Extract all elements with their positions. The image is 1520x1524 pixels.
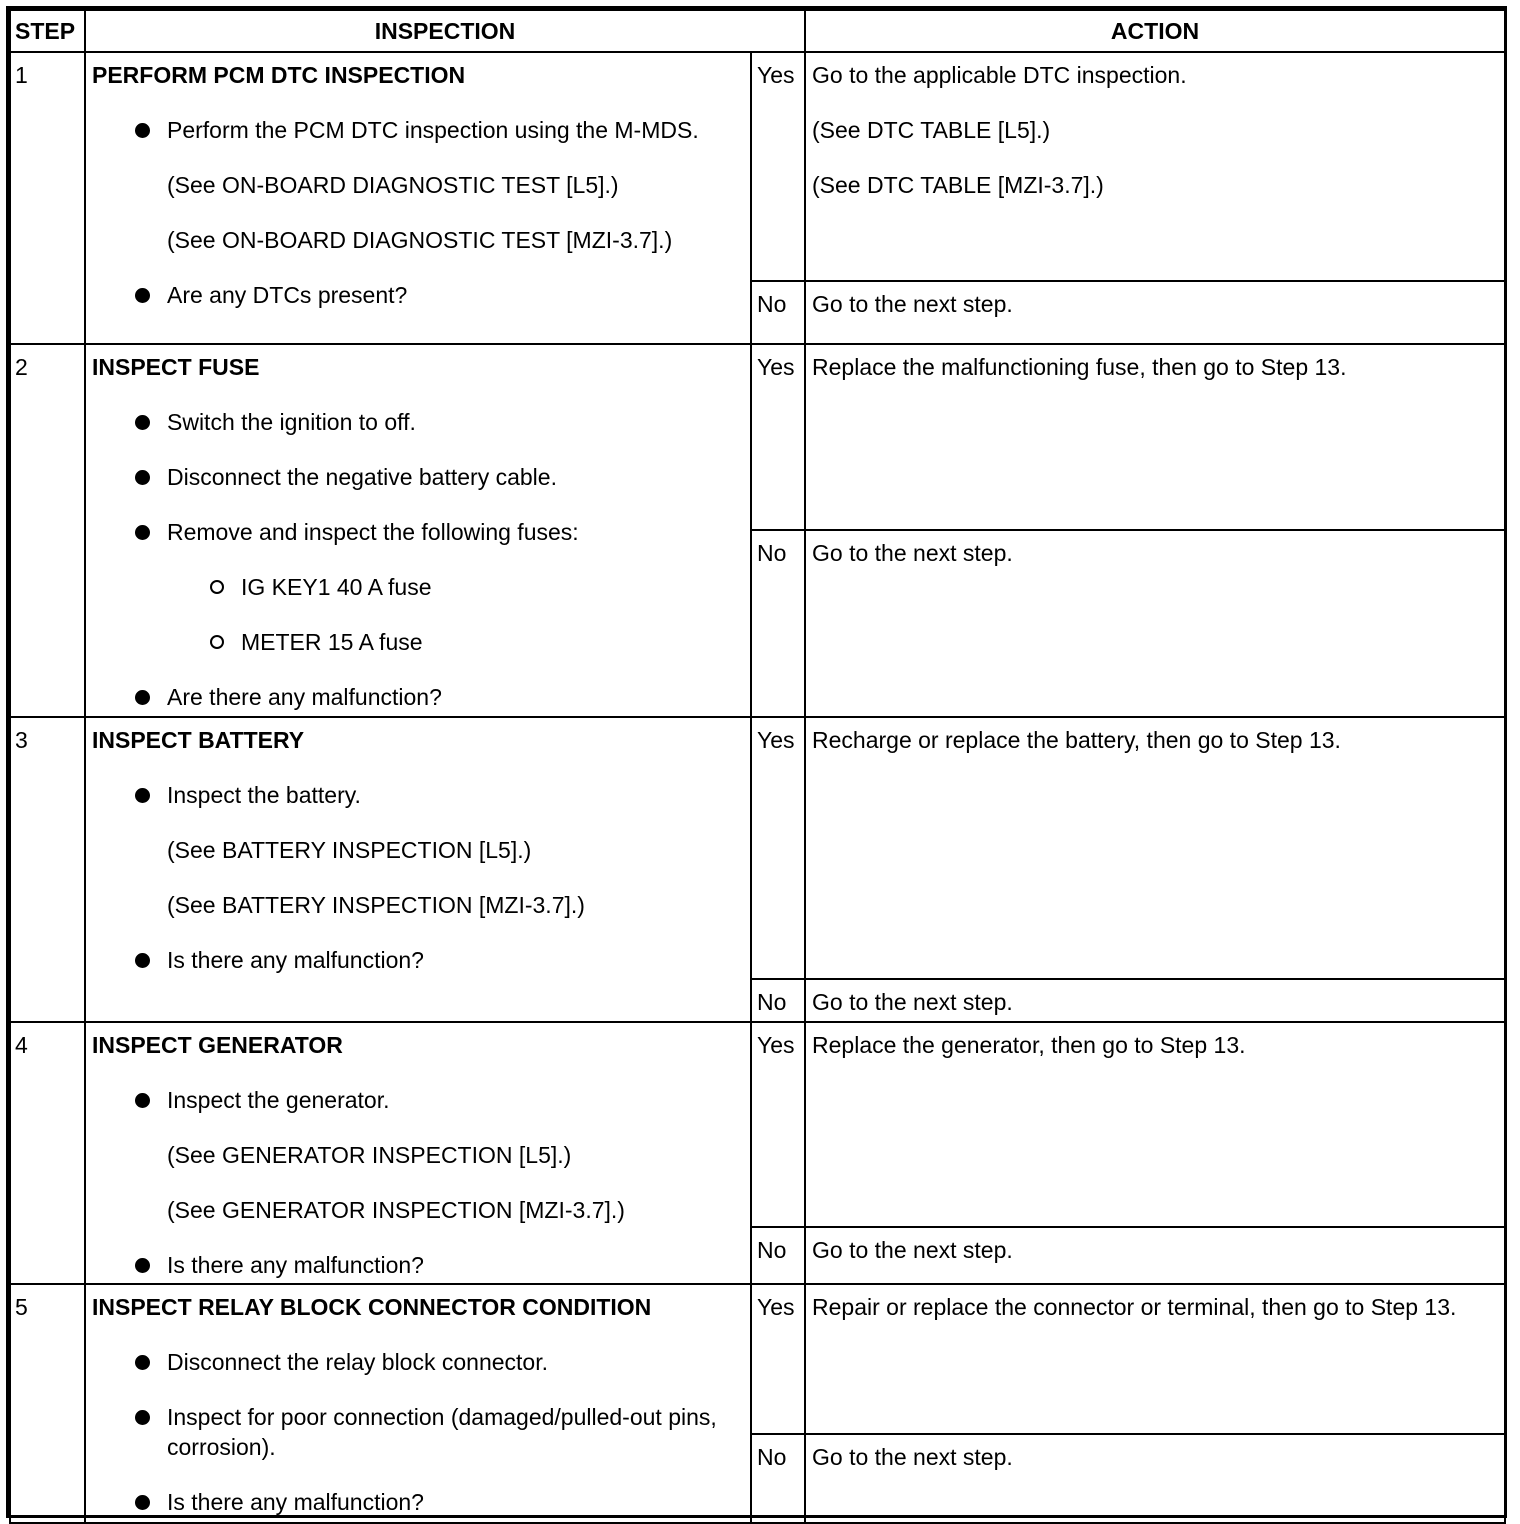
bullet-dot-icon xyxy=(135,1495,150,1510)
action-yes xyxy=(805,1022,1505,1227)
bullet-dot-icon xyxy=(135,953,150,968)
bullet-text: Disconnect the relay block connector. xyxy=(167,1349,548,1375)
bullet-text: Is there any malfunction? xyxy=(167,1489,424,1515)
bullet-dot-icon xyxy=(135,788,150,803)
inspection-bullet xyxy=(92,682,740,712)
action-text: Go to the next step. xyxy=(812,1237,1013,1263)
action-text: (See DTC TABLE [MZI-3.7].) xyxy=(812,172,1104,198)
answer-no: No xyxy=(751,530,805,717)
action-yes xyxy=(805,52,1505,281)
action-yes xyxy=(805,717,1505,979)
bullet-text: Inspect for poor connection (damaged/pulled-out pins, corrosion). xyxy=(167,1404,717,1460)
action-text: Recharge or replace the battery, then go to Step 13. xyxy=(812,727,1341,753)
inspection-cell xyxy=(85,52,751,344)
action-yes xyxy=(805,1284,1505,1434)
inspection-sub-bullet xyxy=(92,572,740,602)
bullet-dot-icon xyxy=(135,1355,150,1370)
action-no xyxy=(805,1227,1505,1284)
step-row xyxy=(10,1284,1505,1434)
action-text: Replace the malfunctioning fuse, then go to Step 13. xyxy=(812,354,1347,380)
bullet-dot-icon xyxy=(135,123,150,138)
bullet-text: Are any DTCs present? xyxy=(167,282,408,308)
answer-yes: Yes xyxy=(751,1022,805,1227)
diagnostic-table xyxy=(9,9,1506,1524)
header-step: STEP xyxy=(10,10,85,52)
step-row xyxy=(10,1022,1505,1227)
action-yes xyxy=(805,344,1505,530)
bullet-dot-icon xyxy=(135,1258,150,1273)
sub-bullet-text: IG KEY1 40 A fuse xyxy=(241,574,432,600)
inspection-bullet xyxy=(92,517,740,547)
bullet-dot-icon xyxy=(135,525,150,540)
inspection-bullet xyxy=(92,1402,740,1462)
inspection-reference: (See GENERATOR INSPECTION [L5].) xyxy=(167,1142,572,1168)
inspection-bullet xyxy=(92,1250,740,1280)
inspection-title: PERFORM PCM DTC INSPECTION xyxy=(92,62,466,88)
inspection-title: INSPECT BATTERY xyxy=(92,727,305,753)
diagnostic-table-frame xyxy=(6,6,1507,1518)
bullet-dot-icon xyxy=(135,288,150,303)
inspection-bullet xyxy=(92,1487,740,1517)
inspection-reference: (See GENERATOR INSPECTION [MZI-3.7].) xyxy=(167,1197,625,1223)
header-action: ACTION xyxy=(805,10,1505,52)
step-row xyxy=(10,717,1505,979)
step-number: 5 xyxy=(10,1284,85,1523)
answer-yes: Yes xyxy=(751,1284,805,1434)
inspection-cell xyxy=(85,717,751,1022)
bullet-dot-icon xyxy=(135,1093,150,1108)
bullet-text: Is there any malfunction? xyxy=(167,947,424,973)
bullet-text: Are there any malfunction? xyxy=(167,684,442,710)
inspection-title: INSPECT GENERATOR xyxy=(92,1032,343,1058)
step-number: 1 xyxy=(10,52,85,344)
action-text: Go to the applicable DTC inspection. xyxy=(812,62,1187,88)
answer-no: No xyxy=(751,281,805,344)
inspection-cell xyxy=(85,1284,751,1523)
bullet-dot-icon xyxy=(135,1410,150,1425)
bullet-text: Perform the PCM DTC inspection using the M-MDS. xyxy=(167,117,699,143)
inspection-bullet xyxy=(92,462,740,492)
step-row xyxy=(10,52,1505,281)
action-no xyxy=(805,979,1505,1022)
bullet-text: Disconnect the negative battery cable. xyxy=(167,464,557,490)
inspection-reference: (See ON-BOARD DIAGNOSTIC TEST [L5].) xyxy=(167,172,619,198)
inspection-bullet xyxy=(92,945,740,975)
action-text: Go to the next step. xyxy=(812,1444,1013,1470)
inspection-sub-bullet xyxy=(92,627,740,657)
sub-bullet-text: METER 15 A fuse xyxy=(241,629,423,655)
action-no xyxy=(805,530,1505,717)
header-row xyxy=(10,10,1505,52)
action-text: (See DTC TABLE [L5].) xyxy=(812,117,1051,143)
bullet-dot-icon xyxy=(135,690,150,705)
bullet-dot-icon xyxy=(135,470,150,485)
step-number: 2 xyxy=(10,344,85,717)
action-no xyxy=(805,281,1505,344)
bullet-text: Switch the ignition to off. xyxy=(167,409,416,435)
inspection-title: INSPECT FUSE xyxy=(92,354,260,380)
bullet-text: Inspect the generator. xyxy=(167,1087,390,1113)
answer-yes: Yes xyxy=(751,52,805,281)
answer-yes: Yes xyxy=(751,344,805,530)
answer-no: No xyxy=(751,1434,805,1523)
bullet-text: Is there any malfunction? xyxy=(167,1252,424,1278)
inspection-cell xyxy=(85,344,751,717)
step-number: 4 xyxy=(10,1022,85,1284)
inspection-bullet xyxy=(92,1085,740,1115)
answer-no: No xyxy=(751,1227,805,1284)
inspection-reference: (See ON-BOARD DIAGNOSTIC TEST [MZI-3.7].) xyxy=(167,227,673,253)
inspection-cell xyxy=(85,1022,751,1284)
inspection-title: INSPECT RELAY BLOCK CONNECTOR CONDITION xyxy=(92,1294,652,1320)
inspection-bullet xyxy=(92,780,740,810)
inspection-bullet xyxy=(92,115,740,145)
hollow-circle-icon xyxy=(210,580,224,594)
answer-no: No xyxy=(751,979,805,1022)
bullet-text: Remove and inspect the following fuses: xyxy=(167,519,579,545)
inspection-bullet xyxy=(92,407,740,437)
action-no xyxy=(805,1434,1505,1523)
answer-yes: Yes xyxy=(751,717,805,979)
step-row xyxy=(10,344,1505,530)
header-inspection: INSPECTION xyxy=(85,10,805,52)
action-text: Repair or replace the connector or terminal, then go to Step 13. xyxy=(812,1294,1457,1320)
step-number: 3 xyxy=(10,717,85,1022)
action-text: Replace the generator, then go to Step 13. xyxy=(812,1032,1246,1058)
inspection-reference: (See BATTERY INSPECTION [L5].) xyxy=(167,837,532,863)
inspection-bullet xyxy=(92,1347,740,1377)
inspection-bullet xyxy=(92,280,740,310)
hollow-circle-icon xyxy=(210,635,224,649)
action-text: Go to the next step. xyxy=(812,540,1013,566)
action-text: Go to the next step. xyxy=(812,989,1013,1015)
bullet-text: Inspect the battery. xyxy=(167,782,361,808)
bullet-dot-icon xyxy=(135,415,150,430)
inspection-reference: (See BATTERY INSPECTION [MZI-3.7].) xyxy=(167,892,585,918)
action-text: Go to the next step. xyxy=(812,291,1013,317)
